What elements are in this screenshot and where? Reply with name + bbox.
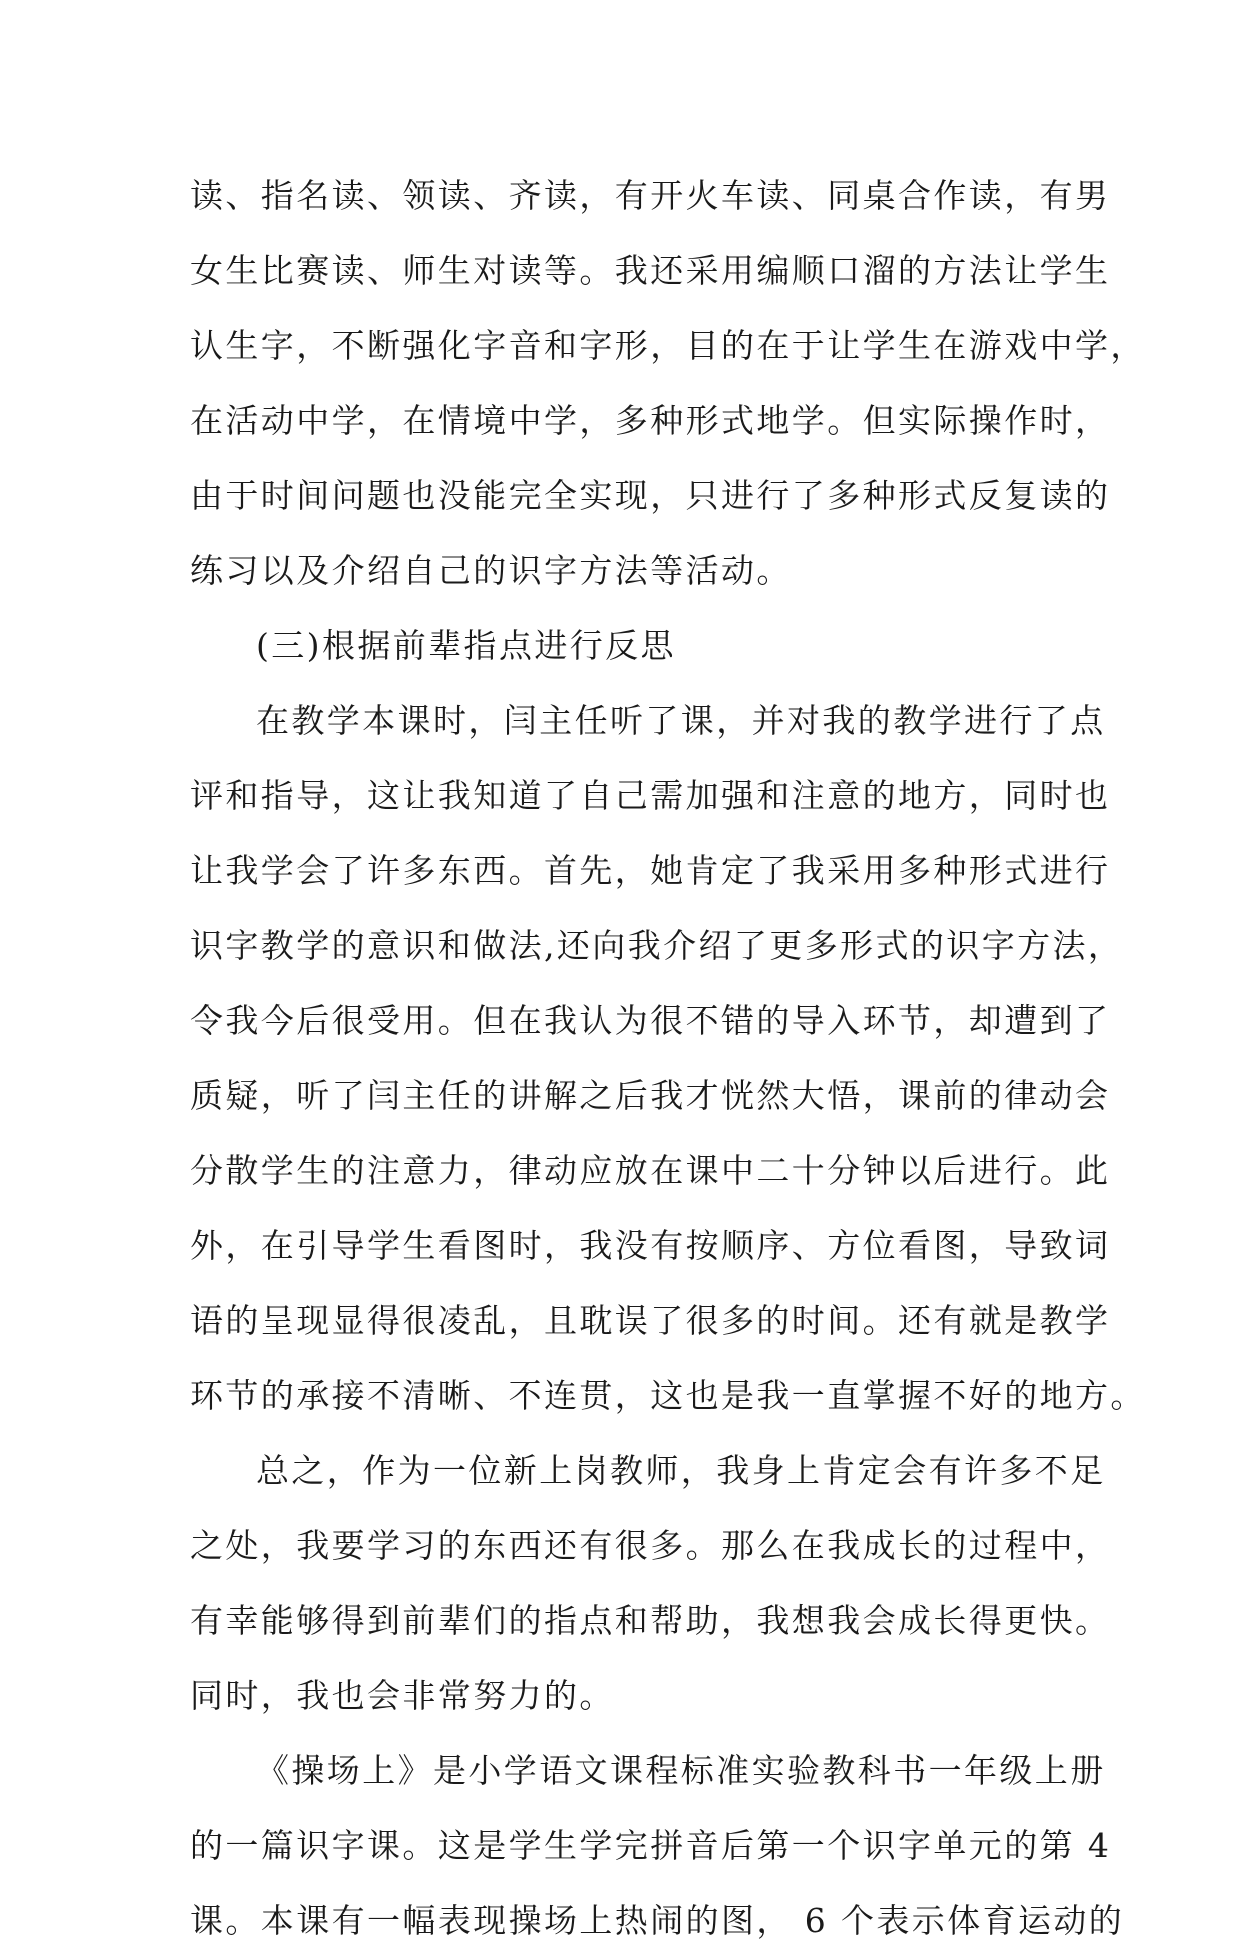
text-line: 语的呈现显得很凌乱，且耽误了很多的时间。还有就是教学	[190, 1301, 1111, 1340]
document-body	[190, 158, 1146, 1958]
text-line: 外，在引导学生看图时，我没有按顺序、方位看图，导致词	[190, 1226, 1111, 1265]
text-line: 在活动中学，在情境中学，多种形式地学。但实际操作时，	[190, 401, 1111, 440]
text-line: 女生比赛读、师生对读等。我还采用编顺口溜的方法让学生	[190, 251, 1111, 290]
text-line: 环节的承接不清晰、不连贯，这也是我一直掌握不好的地方。	[190, 1376, 1146, 1415]
text-line: 让我学会了许多东西。首先，她肯定了我采用多种形式进行	[190, 851, 1111, 890]
text-line: 读、指名读、领读、齐读，有开火车读、同桌合作读，有男	[190, 176, 1111, 215]
text-line: 认生字，不断强化字音和字形，目的在于让学生在游戏中学，	[190, 326, 1146, 365]
text-line: 分散学生的注意力，律动应放在课中二十分钟以后进行。此	[190, 1151, 1111, 1190]
text-line: 同时，我也会非常努力的。	[190, 1676, 615, 1715]
text-line: 评和指导，这让我知道了自己需加强和注意的地方，同时也	[190, 776, 1111, 815]
text-line: 总之，作为一位新上岗教师，我身上肯定会有许多不足	[256, 1451, 1106, 1490]
text-line: 质疑，听了闫主任的讲解之后我才恍然大悟，课前的律动会	[190, 1076, 1111, 1115]
text-line: 的一篇识字课。这是学生学完拼音后第一个识字单元的第 4	[190, 1826, 1112, 1865]
text-line: 由于时间问题也没能完全实现，只进行了多种形式反复读的	[190, 476, 1111, 515]
text-line: 练习以及介绍自己的识字方法等活动。	[190, 551, 792, 590]
text-line: 《操场上》是小学语文课程标准实验教科书一年级上册	[256, 1751, 1106, 1790]
section-heading: (三)根据前辈指点进行反思	[256, 626, 676, 665]
text-line: 之处，我要学习的东西还有很多。那么在我成长的过程中，	[190, 1526, 1111, 1565]
text-line: 课。本课有一幅表现操场上热闹的图， 6 个表示体育运动的	[190, 1901, 1125, 1940]
text-line: 令我今后很受用。但在我认为很不错的导入环节，却遭到了	[190, 1001, 1111, 1040]
text-line: 有幸能够得到前辈们的指点和帮助，我想我会成长得更快。	[190, 1601, 1111, 1640]
text-line: 识字教学的意识和做法,还向我介绍了更多形式的识字方法，	[190, 926, 1124, 965]
text-line: 在教学本课时，闫主任听了课，并对我的教学进行了点	[256, 701, 1106, 740]
